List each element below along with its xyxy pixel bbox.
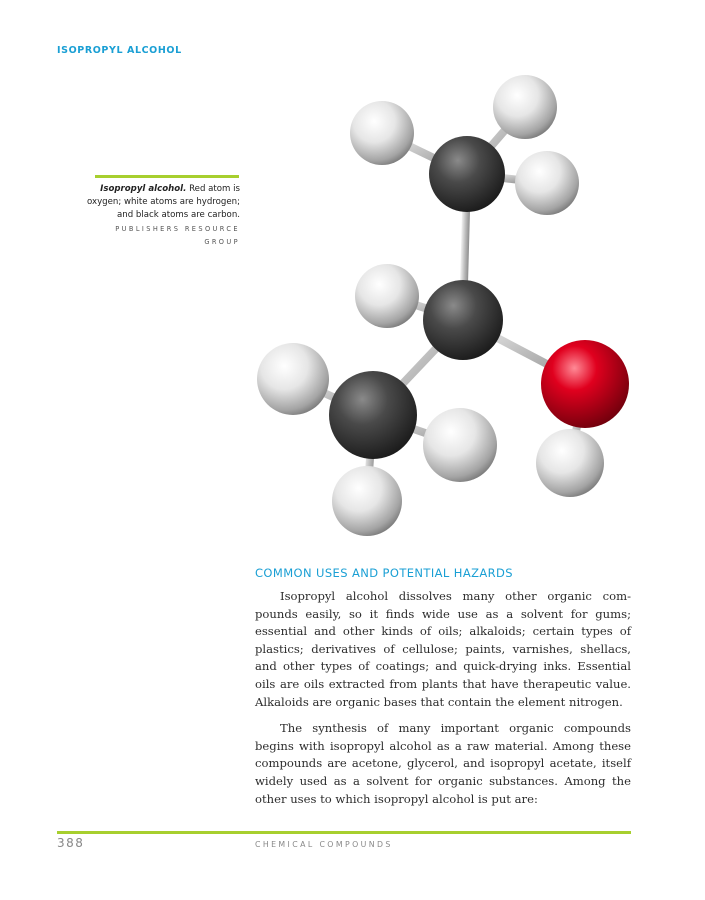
hydrogen-atom [355, 264, 419, 328]
hydrogen-atom [536, 429, 604, 497]
footer-rule [57, 831, 631, 834]
caption-credit: PUBLISHERS RESOURCE GROUP [115, 224, 240, 246]
paragraph: The synthesis of many important organic compounds begins with isopropyl alcohol as a raw material. Among these compounds are acetone, glycerol, and isopropyl acetate, itself widely used as a solvent for organic substances. Among the other uses to which isopropyl alcohol is put are: [255, 721, 631, 806]
section-heading: COMMON USES AND POTENTIAL HAZARDS [255, 566, 513, 580]
running-head: ISOPROPYL ALCOHOL [57, 45, 182, 56]
caption-rule [95, 175, 239, 178]
caption-text: Red atom is oxygen; white atoms are hydrogen; and black atoms are carbon. [86, 184, 240, 221]
hydrogen-atom [332, 466, 402, 536]
carbon-atom [329, 371, 417, 459]
hydrogen-atom [493, 75, 557, 139]
isopropyl-alcohol-molecule-model [245, 65, 645, 550]
figure-caption [85, 183, 240, 249]
footer-book-title: CHEMICAL COMPOUNDS [255, 840, 393, 849]
atoms [257, 75, 629, 536]
hydrogen-atom [423, 408, 497, 482]
carbon-atom [423, 280, 503, 360]
body-text [255, 588, 631, 817]
hydrogen-atom [257, 343, 329, 415]
hydrogen-atom [515, 151, 579, 215]
paragraph: Isopropyl alcohol dissolves many other organic com-pounds easily, so it finds wide use as a solvent for gums; essential and other kinds of oils; alkaloids; certain types of plastics; derivatives of cellulose; paints, varnishes, shellacs, and other types of coatings; and quick-drying inks. Essential oils are oils extracted from plants that have therapeutic value. Alkaloids are organic bases that contain the element nitrogen. [255, 589, 631, 709]
page-number: 388 [57, 836, 85, 850]
caption-title: Isopropyl alcohol. [100, 184, 187, 194]
oxygen-atom [541, 340, 629, 428]
carbon-atom [429, 136, 505, 212]
hydrogen-atom [350, 101, 414, 165]
